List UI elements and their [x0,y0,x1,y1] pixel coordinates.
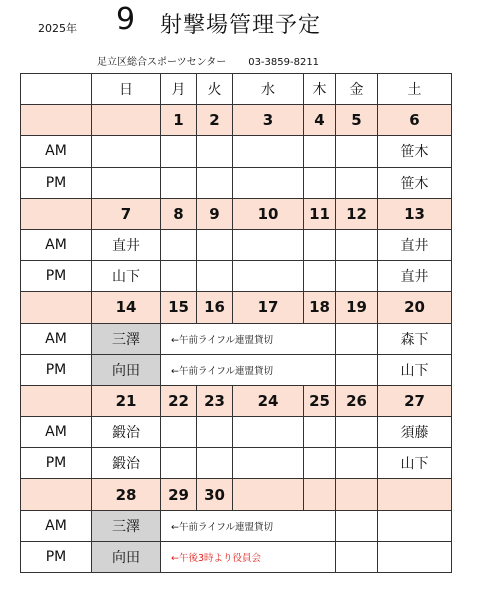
date-row [21,292,452,323]
date-cell [92,105,161,136]
slot-label-am: AM [21,136,92,167]
empty-cell [233,229,304,260]
sunday-staff-cell: 山下 [92,261,161,292]
empty-cell [336,167,378,198]
date-cell [233,479,304,510]
date-cell: 11 [304,198,336,229]
sunday-staff-cell [92,136,161,167]
slot-label-pm: PM [21,448,92,479]
organization-line [97,53,319,68]
date-cell: 24 [233,385,304,416]
year-label: 2025年 [38,22,77,35]
date-cell: 1 [161,105,197,136]
am-row [21,417,452,448]
date-cell [304,479,336,510]
month-number: 9 [116,2,136,37]
date-cell: 5 [336,105,378,136]
sunday-staff-cell: 鍛治 [92,417,161,448]
empty-cell [336,448,378,479]
empty-cell [336,354,378,385]
date-cell: 2 [197,105,233,136]
date-row [21,385,452,416]
am-row [21,323,452,354]
slot-label-pm: PM [21,261,92,292]
empty-cell [336,541,378,572]
weekday-sat: 土 [378,74,452,105]
sunday-staff-cell: 三澤 [92,510,161,541]
saturday-staff-cell: 笹木 [378,167,452,198]
empty-cell [197,448,233,479]
am-row [21,229,452,260]
empty-cell [233,167,304,198]
date-row [21,479,452,510]
page-title: 射撃場管理予定 [160,13,322,38]
date-row [21,198,452,229]
empty-cell [336,261,378,292]
saturday-staff-cell: 森下 [378,323,452,354]
weekday-sun: 日 [92,74,161,105]
empty-cell [336,417,378,448]
phone-number: 03-3859-8211 [248,57,320,68]
pm-row [21,261,452,292]
date-cell [336,479,378,510]
saturday-staff-cell: 山下 [378,354,452,385]
saturday-staff-cell: 山下 [378,448,452,479]
sunday-staff-cell: 鍛治 [92,448,161,479]
date-cell: 27 [378,385,452,416]
sunday-staff-cell: 向田 [92,541,161,572]
date-cell: 8 [161,198,197,229]
saturday-staff-cell [378,541,452,572]
empty-cell [197,261,233,292]
date-cell: 15 [161,292,197,323]
date-label-cell [21,385,92,416]
empty-cell [304,167,336,198]
date-label-cell [21,479,92,510]
empty-cell [304,417,336,448]
slot-label-pm: PM [21,354,92,385]
weekday-tue: 火 [197,74,233,105]
date-cell: 17 [233,292,304,323]
empty-cell [233,448,304,479]
weekday-fri: 金 [336,74,378,105]
date-cell: 28 [92,479,161,510]
meeting-note: ←午後3時より役員会 [161,541,336,572]
empty-cell [336,323,378,354]
pm-row [21,354,452,385]
date-cell: 9 [197,198,233,229]
weekday-thu: 木 [304,74,336,105]
empty-cell [197,417,233,448]
saturday-staff-cell: 須藤 [378,417,452,448]
am-row [21,510,452,541]
slot-label-am: AM [21,417,92,448]
slot-label-am: AM [21,510,92,541]
am-row [21,136,452,167]
empty-cell [233,136,304,167]
sunday-staff-cell [92,167,161,198]
date-label-cell [21,105,92,136]
corner-cell [21,74,92,105]
date-cell: 19 [336,292,378,323]
saturday-staff-cell: 直井 [378,261,452,292]
empty-cell [304,136,336,167]
weekday-mon: 月 [161,74,197,105]
empty-cell [197,167,233,198]
date-cell: 25 [304,385,336,416]
saturday-staff-cell: 笹木 [378,136,452,167]
empty-cell [161,136,197,167]
date-cell: 7 [92,198,161,229]
slot-label-pm: PM [21,541,92,572]
reservation-note: ←午前ライフル連盟貸切 [161,354,336,385]
organization-name: 足立区総合スポーツセンター [97,57,227,68]
date-cell: 12 [336,198,378,229]
date-cell: 14 [92,292,161,323]
date-cell [378,479,452,510]
date-cell: 26 [336,385,378,416]
empty-cell [304,261,336,292]
pm-row [21,448,452,479]
date-cell: 6 [378,105,452,136]
empty-cell [161,229,197,260]
weekday-wed: 水 [233,74,304,105]
date-label-cell [21,292,92,323]
saturday-staff-cell [378,510,452,541]
date-cell: 30 [197,479,233,510]
slot-label-pm: PM [21,167,92,198]
reservation-note: ←午前ライフル連盟貸切 [161,323,336,354]
empty-cell [197,136,233,167]
empty-cell [336,510,378,541]
date-label-cell [21,198,92,229]
saturday-staff-cell: 直井 [378,229,452,260]
schedule-table [20,73,452,573]
pm-row [21,167,452,198]
empty-cell [336,136,378,167]
empty-cell [161,417,197,448]
pm-row [21,541,452,572]
date-cell: 21 [92,385,161,416]
date-cell: 10 [233,198,304,229]
date-cell: 20 [378,292,452,323]
empty-cell [233,417,304,448]
sunday-staff-cell: 三澤 [92,323,161,354]
date-cell: 22 [161,385,197,416]
date-cell: 4 [304,105,336,136]
date-cell: 23 [197,385,233,416]
date-cell: 13 [378,198,452,229]
empty-cell [233,261,304,292]
empty-cell [304,229,336,260]
date-cell: 18 [304,292,336,323]
empty-cell [161,167,197,198]
empty-cell [161,448,197,479]
date-cell: 29 [161,479,197,510]
empty-cell [197,229,233,260]
empty-cell [304,448,336,479]
date-cell: 16 [197,292,233,323]
sunday-staff-cell: 向田 [92,354,161,385]
reservation-note: ←午前ライフル連盟貸切 [161,510,336,541]
sunday-staff-cell: 直井 [92,229,161,260]
date-cell: 3 [233,105,304,136]
empty-cell [336,229,378,260]
slot-label-am: AM [21,323,92,354]
date-row [21,105,452,136]
slot-label-am: AM [21,229,92,260]
weekday-header-row [21,74,452,105]
empty-cell [161,261,197,292]
